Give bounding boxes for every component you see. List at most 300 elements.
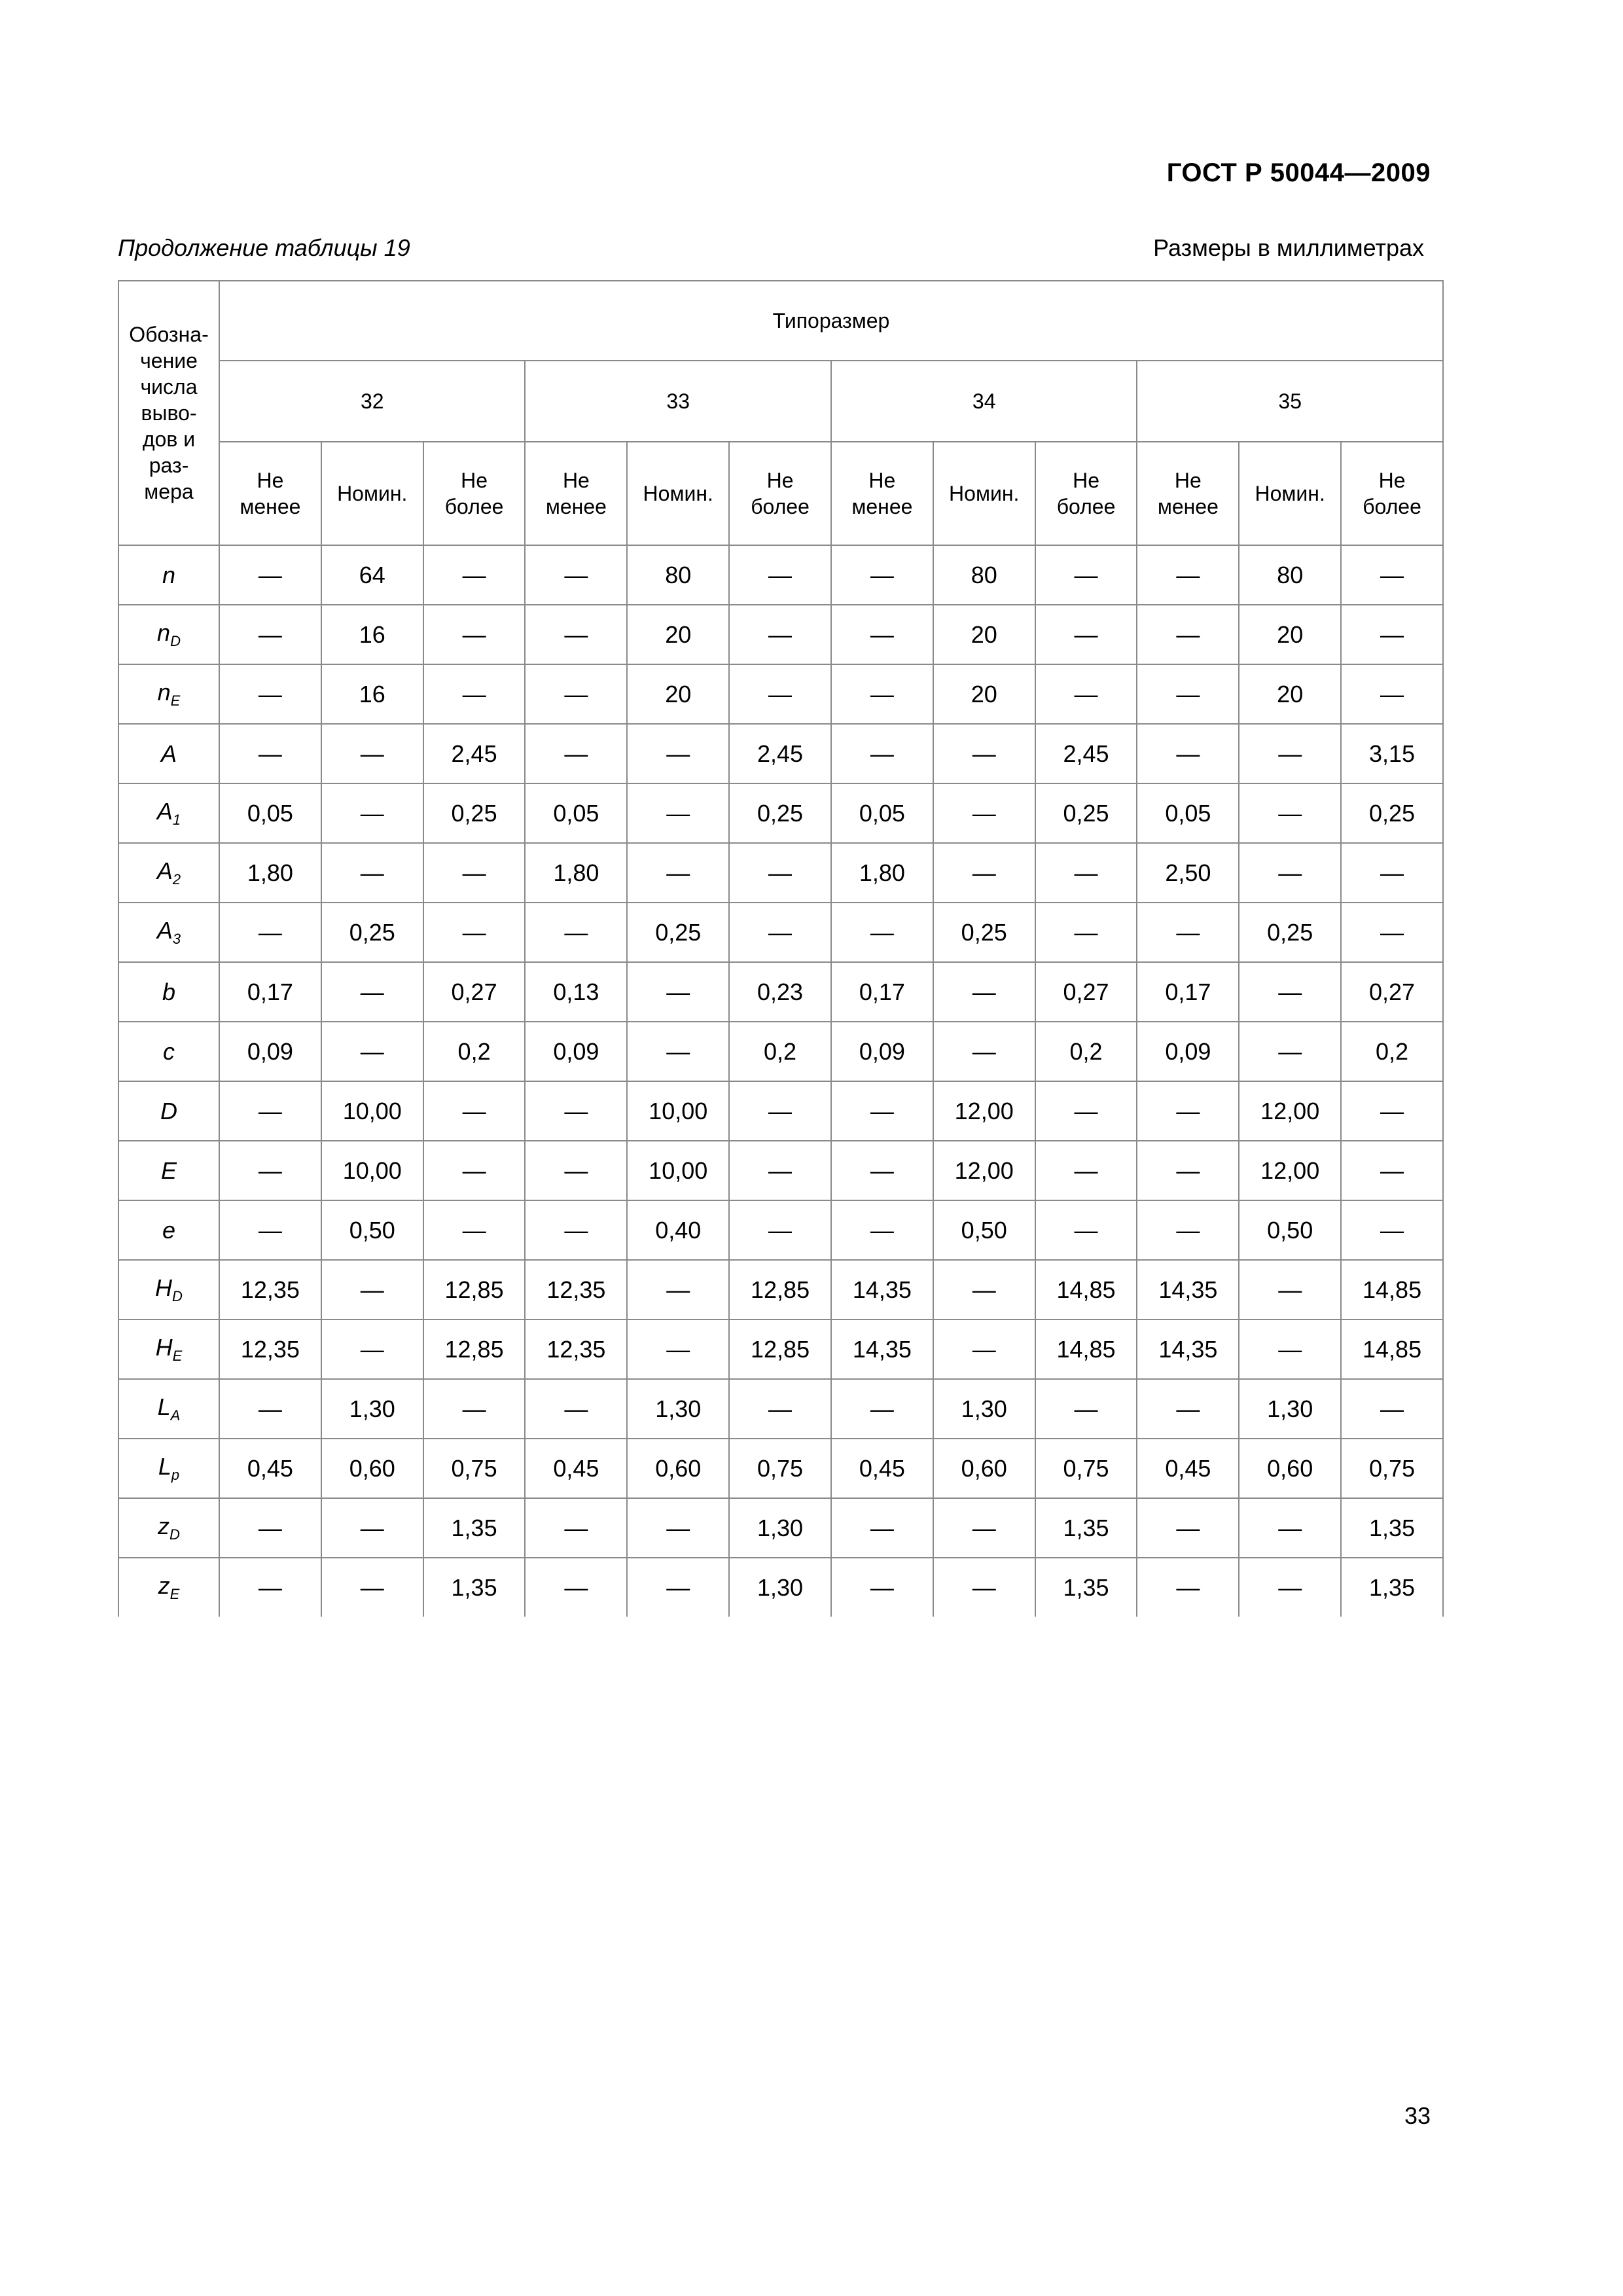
value-cell: 0,75 [1035,1439,1137,1498]
symbol-subscript: E [170,692,181,709]
symbol-subscript: E [169,1586,180,1602]
parameter-symbol [118,545,219,605]
table-row [118,1319,1443,1379]
value-cell: 0,17 [831,962,933,1022]
value-cell: 0,13 [525,962,627,1022]
value-cell: 0,45 [219,1439,321,1498]
value-cell: — [831,545,933,605]
table-row [118,1439,1443,1498]
value-cell: 0,25 [1035,783,1137,843]
parameter-symbol [118,1141,219,1200]
value-cell: — [321,1498,423,1558]
value-cell: 1,35 [423,1558,526,1617]
value-cell: — [933,1319,1035,1379]
parameter-symbol [118,843,219,903]
value-cell: — [1035,1081,1137,1141]
table-row [118,1558,1443,1617]
value-cell: 0,23 [729,962,831,1022]
value-cell: 20 [627,664,729,724]
symbol-subscript: 3 [172,931,181,947]
parameter-symbol [118,1439,219,1498]
value-cell: — [525,724,627,783]
table-row [118,843,1443,903]
value-cell: 0,25 [729,783,831,843]
value-cell: — [1239,1319,1341,1379]
size-header: 35 [1137,361,1443,442]
document-number: ГОСТ Р 50044—2009 [1166,158,1431,187]
value-cell: — [423,664,526,724]
value-cell: 0,25 [627,903,729,962]
value-cell: — [933,843,1035,903]
value-cell: — [1341,605,1443,664]
value-cell: 1,30 [729,1558,831,1617]
table-row [118,903,1443,962]
value-cell: 0,40 [627,1200,729,1260]
symbol-letter: A [156,857,173,884]
value-cell: 12,85 [423,1260,526,1319]
value-cell: — [729,664,831,724]
value-cell: — [933,1558,1035,1617]
symbol-letter: H [155,1274,173,1301]
value-cell: 0,60 [321,1439,423,1498]
table-row [118,1498,1443,1558]
value-cell: 2,50 [1137,843,1239,903]
value-cell: — [321,1260,423,1319]
parameter-symbol [118,1498,219,1558]
parameter-symbol [118,1379,219,1439]
value-cell: — [1341,545,1443,605]
value-cell: — [525,1081,627,1141]
value-cell: — [1035,545,1137,605]
value-cell: — [1035,1200,1137,1260]
symbol-letter: E [160,1157,177,1184]
value-cell: — [1341,664,1443,724]
value-cell: — [525,1558,627,1617]
value-cell: 12,85 [423,1319,526,1379]
value-cell: — [1239,1498,1341,1558]
symbol-subscript: D [169,1526,180,1543]
parameter-symbol [118,1260,219,1319]
table-row [118,783,1443,843]
value-cell: 0,50 [321,1200,423,1260]
value-cell: — [525,1498,627,1558]
sub-header: Не более [1035,442,1137,545]
value-cell: 20 [1239,605,1341,664]
value-cell: — [1341,1141,1443,1200]
value-cell: 80 [933,545,1035,605]
value-cell: — [219,903,321,962]
sub-header: Не менее [525,442,627,545]
value-cell: 0,09 [525,1022,627,1081]
table-continuation-caption: Продолжение таблицы 19 [118,234,410,261]
sub-header: Номин. [1239,442,1341,545]
value-cell: — [321,783,423,843]
value-cell: 1,35 [1035,1498,1137,1558]
value-cell: — [219,1498,321,1558]
value-cell: — [1341,1081,1443,1141]
value-cell: 14,35 [1137,1319,1239,1379]
value-cell: 0,60 [627,1439,729,1498]
value-cell: 1,30 [1239,1379,1341,1439]
sub-header: Не менее [219,442,321,545]
value-cell: — [831,1081,933,1141]
value-cell: — [627,783,729,843]
value-cell: 12,00 [933,1081,1035,1141]
value-cell: 0,27 [1035,962,1137,1022]
value-cell: — [933,962,1035,1022]
symbol-letter: L [158,1453,171,1480]
value-cell: — [1137,605,1239,664]
value-cell: 1,30 [627,1379,729,1439]
value-cell: — [1239,1558,1341,1617]
parameter-symbol [118,962,219,1022]
size-header: 32 [219,361,525,442]
value-cell: 0,45 [831,1439,933,1498]
value-cell: — [831,605,933,664]
value-cell: 16 [321,664,423,724]
value-cell: — [219,605,321,664]
value-cell: — [423,1081,526,1141]
value-cell: — [1137,724,1239,783]
value-cell: — [1035,843,1137,903]
value-cell: — [1137,1141,1239,1200]
value-cell: 0,17 [1137,962,1239,1022]
value-cell: 14,35 [831,1260,933,1319]
value-cell: 12,00 [1239,1081,1341,1141]
table-row [118,1141,1443,1200]
value-cell: 1,80 [525,843,627,903]
symbol-letter: A [160,740,177,767]
value-cell: — [1035,605,1137,664]
sub-header: Не более [1341,442,1443,545]
value-cell: 20 [933,664,1035,724]
parameter-symbol [118,724,219,783]
value-cell: 2,45 [729,724,831,783]
value-cell: — [1137,664,1239,724]
value-cell: — [219,1558,321,1617]
symbol-subscript: 1 [172,812,181,828]
value-cell: 1,35 [1341,1498,1443,1558]
value-cell: 0,25 [423,783,526,843]
sub-header: Не более [729,442,831,545]
sub-header: Номин. [627,442,729,545]
value-cell: 14,35 [831,1319,933,1379]
value-cell: 20 [1239,664,1341,724]
value-cell: 0,2 [423,1022,526,1081]
value-cell: — [1341,1379,1443,1439]
value-cell: 0,75 [729,1439,831,1498]
value-cell: — [219,1200,321,1260]
value-cell: 12,00 [1239,1141,1341,1200]
parameter-symbol [118,1081,219,1141]
value-cell: 1,30 [933,1379,1035,1439]
value-cell: — [933,1260,1035,1319]
value-cell: — [1239,843,1341,903]
value-cell: — [933,1022,1035,1081]
value-cell: 10,00 [627,1141,729,1200]
page-number: 33 [1404,2102,1431,2129]
value-cell: — [1137,903,1239,962]
value-cell: 14,85 [1341,1260,1443,1319]
value-cell: 3,15 [1341,724,1443,783]
value-cell: — [321,843,423,903]
value-cell: — [219,1081,321,1141]
value-cell: — [1137,1558,1239,1617]
symbol-letter: n [157,619,171,646]
table-row [118,1200,1443,1260]
value-cell: — [423,1141,526,1200]
param-header: Обозна- чение числа выво- дов и раз- мера [118,281,219,545]
value-cell: — [831,1200,933,1260]
value-cell: 0,60 [933,1439,1035,1498]
value-cell: 10,00 [321,1081,423,1141]
value-cell: — [1239,1022,1341,1081]
value-cell: — [627,1558,729,1617]
value-cell: — [525,545,627,605]
value-cell: — [933,724,1035,783]
value-cell: 20 [933,605,1035,664]
value-cell: — [831,903,933,962]
table-body [118,545,1443,1617]
value-cell: — [831,724,933,783]
value-cell: 12,35 [219,1319,321,1379]
value-cell: — [321,1319,423,1379]
value-cell: — [321,1022,423,1081]
value-cell: 2,45 [423,724,526,783]
value-cell: 0,45 [525,1439,627,1498]
units-caption: Размеры в миллиметрах [1153,234,1424,261]
value-cell: 1,80 [831,843,933,903]
symbol-subscript: A [170,1407,181,1424]
value-cell: 14,85 [1035,1319,1137,1379]
value-cell: 0,2 [1341,1022,1443,1081]
sub-header: Не более [423,442,526,545]
value-cell: — [729,1081,831,1141]
value-cell: — [627,843,729,903]
size-header: 34 [831,361,1137,442]
parameter-symbol [118,783,219,843]
value-cell: — [729,1141,831,1200]
value-cell: — [423,545,526,605]
table-row [118,962,1443,1022]
sub-header: Номин. [933,442,1035,545]
value-cell: 0,05 [831,783,933,843]
table-row [118,545,1443,605]
value-cell: — [627,1022,729,1081]
value-cell: — [525,605,627,664]
symbol-letter: z [158,1572,170,1599]
value-cell: — [831,664,933,724]
symbol-subscript: p [171,1467,180,1483]
sub-header: Не менее [831,442,933,545]
parameter-symbol [118,1200,219,1260]
table-row [118,1379,1443,1439]
value-cell: — [1239,1260,1341,1319]
value-cell: — [423,1379,526,1439]
value-cell: 1,35 [1341,1558,1443,1617]
symbol-letter: e [162,1216,176,1244]
value-cell: 14,85 [1341,1319,1443,1379]
value-cell: 0,60 [1239,1439,1341,1498]
value-cell: — [1035,1141,1137,1200]
value-cell: 0,09 [1137,1022,1239,1081]
value-cell: 12,35 [525,1319,627,1379]
value-cell: — [219,545,321,605]
value-cell: — [1137,1498,1239,1558]
value-cell: 1,80 [219,843,321,903]
table-row [118,1022,1443,1081]
value-cell: — [219,724,321,783]
value-cell: 0,05 [525,783,627,843]
value-cell: 0,2 [729,1022,831,1081]
value-cell: 16 [321,605,423,664]
value-cell: 1,30 [729,1498,831,1558]
value-cell: — [1137,545,1239,605]
value-cell: — [1035,1379,1137,1439]
value-cell: 2,45 [1035,724,1137,783]
size-header: 33 [525,361,830,442]
value-cell: 0,2 [1035,1022,1137,1081]
value-cell: 0,25 [321,903,423,962]
value-cell: — [1239,962,1341,1022]
parameter-symbol [118,664,219,724]
symbol-letter: D [160,1097,177,1124]
value-cell: 0,25 [933,903,1035,962]
value-cell: 0,75 [1341,1439,1443,1498]
symbol-letter: L [157,1393,171,1420]
group-header: Типоразмер [219,281,1443,361]
value-cell: — [1239,783,1341,843]
value-cell: 0,05 [219,783,321,843]
symbol-letter: n [162,561,176,588]
value-cell: 0,50 [1239,1200,1341,1260]
table-row [118,724,1443,783]
value-cell: 0,05 [1137,783,1239,843]
value-cell: — [219,1141,321,1200]
symbol-subscript: D [172,1288,183,1304]
table-row [118,1260,1443,1319]
value-cell: — [525,664,627,724]
value-cell: — [1137,1200,1239,1260]
value-cell: 80 [1239,545,1341,605]
value-cell: 0,50 [933,1200,1035,1260]
value-cell: 0,25 [1341,783,1443,843]
symbol-letter: b [162,978,176,1005]
value-cell: — [729,545,831,605]
value-cell: — [729,605,831,664]
value-cell: — [933,783,1035,843]
value-cell: 0,27 [423,962,526,1022]
value-cell: — [1341,843,1443,903]
value-cell: — [729,1200,831,1260]
value-cell: — [525,903,627,962]
symbol-subscript: D [170,633,181,649]
value-cell: — [729,843,831,903]
value-cell: — [525,1141,627,1200]
value-cell: — [627,962,729,1022]
value-cell: — [321,724,423,783]
value-cell: 80 [627,545,729,605]
value-cell: — [423,843,526,903]
value-cell: — [423,903,526,962]
value-cell: — [525,1379,627,1439]
table-row [118,605,1443,664]
value-cell: — [1239,724,1341,783]
value-cell: — [933,1498,1035,1558]
sub-header: Номин. [321,442,423,545]
value-cell: — [321,962,423,1022]
value-cell: 10,00 [627,1081,729,1141]
value-cell: — [831,1498,933,1558]
symbol-subscript: E [172,1348,183,1364]
value-cell: — [627,1260,729,1319]
value-cell: 0,75 [423,1439,526,1498]
symbol-letter: A [156,798,173,825]
value-cell: — [729,1379,831,1439]
value-cell: — [1035,664,1137,724]
parameter-symbol [118,903,219,962]
value-cell: 0,25 [1239,903,1341,962]
value-cell: 0,09 [831,1022,933,1081]
value-cell: 10,00 [321,1141,423,1200]
value-cell: — [627,724,729,783]
symbol-letter: n [157,679,171,706]
value-cell: — [831,1379,933,1439]
value-cell: 0,45 [1137,1439,1239,1498]
value-cell: — [525,1200,627,1260]
value-cell: 12,35 [219,1260,321,1319]
value-cell: 12,35 [525,1260,627,1319]
value-cell: 20 [627,605,729,664]
value-cell: — [1341,903,1443,962]
symbol-letter: A [156,917,173,944]
symbol-letter: H [155,1334,173,1361]
value-cell: — [219,664,321,724]
value-cell: 12,00 [933,1141,1035,1200]
value-cell: 1,30 [321,1379,423,1439]
value-cell: 0,09 [219,1022,321,1081]
value-cell: 0,17 [219,962,321,1022]
value-cell: — [627,1319,729,1379]
value-cell: — [1035,903,1137,962]
value-cell: 12,85 [729,1260,831,1319]
value-cell: — [423,1200,526,1260]
value-cell: 64 [321,545,423,605]
value-cell: — [423,605,526,664]
symbol-letter: z [158,1513,170,1539]
table-header [118,281,1443,545]
value-cell: 14,85 [1035,1260,1137,1319]
value-cell: — [219,1379,321,1439]
value-cell: 12,85 [729,1319,831,1379]
value-cell: — [321,1558,423,1617]
value-cell: — [1137,1081,1239,1141]
parameter-symbol [118,1022,219,1081]
value-cell: — [1341,1200,1443,1260]
value-cell: 1,35 [423,1498,526,1558]
table-row [118,1081,1443,1141]
value-cell: — [831,1141,933,1200]
value-cell: — [1137,1379,1239,1439]
value-cell: — [627,1498,729,1558]
symbol-subscript: 2 [172,871,181,888]
sub-header: Не менее [1137,442,1239,545]
parameter-symbol [118,605,219,664]
table-row [118,664,1443,724]
value-cell: — [831,1558,933,1617]
value-cell: 0,27 [1341,962,1443,1022]
dimensions-table [118,280,1444,1617]
